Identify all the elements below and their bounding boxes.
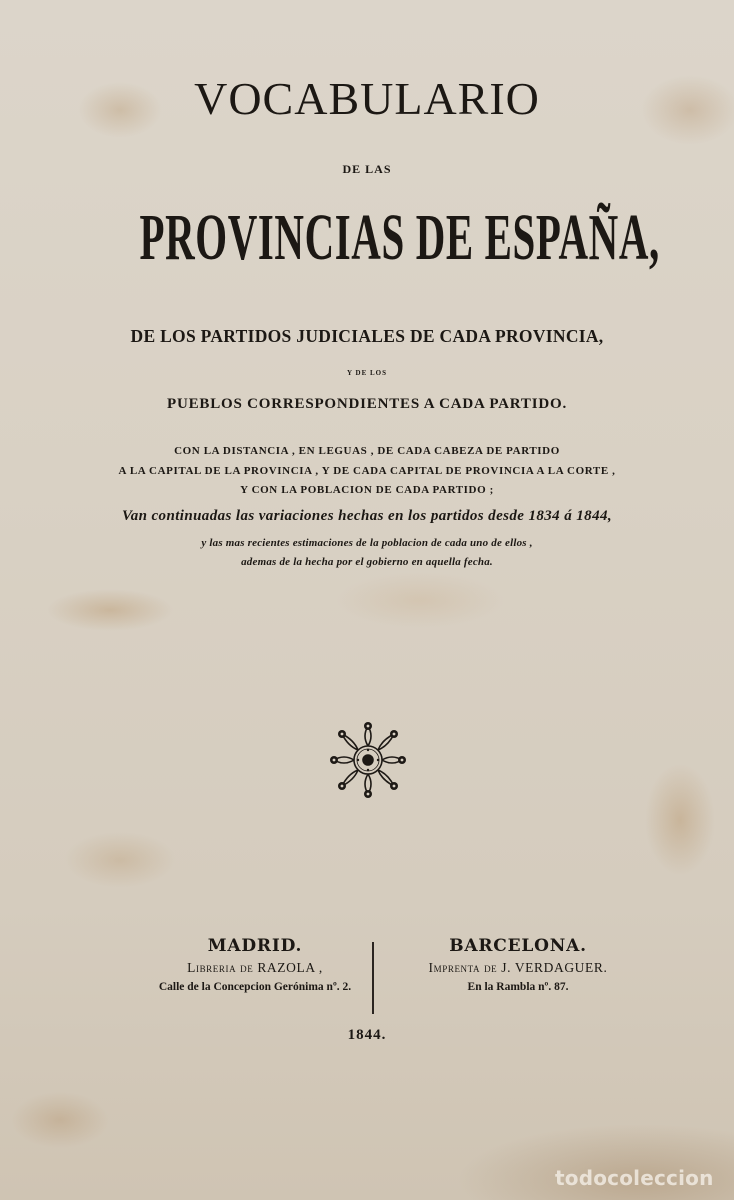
description-line: CON LA DISTANCIA , EN LEGUAS , DE CADA CABEZA DE PARTIDO xyxy=(174,445,560,457)
connector-de-las: DE LAS xyxy=(342,162,392,176)
imprint-city: BARCELONA. xyxy=(449,936,587,956)
imprint-madrid xyxy=(125,935,385,996)
italic-note-line: Van continuadas las variaciones hechas en los partidos desde 1834 á 1844, xyxy=(121,508,613,524)
description-line: A LA CAPITAL DE LA PROVINCIA , Y DE CADA CAPITAL DE PROVINCIA A LA CORTE , xyxy=(118,465,616,477)
floral-rosette-ornament-icon xyxy=(326,718,410,802)
italic-note-line: ademas de la hecha por el gobierno en aquella fecha. xyxy=(241,556,493,568)
connector-y-de-los: Y DE LOS xyxy=(346,369,388,377)
imprint-divider xyxy=(372,942,374,1014)
description-line: Y CON LA POBLACION DE CADA PARTIDO ; xyxy=(240,484,494,496)
imprint-address: Calle de la Concepcion Gerónima nº. 2. xyxy=(158,981,352,993)
imprint-address: En la Rambla nº. 87. xyxy=(467,981,569,993)
book-title: VOCABULARIO xyxy=(194,73,540,124)
publication-year: 1844. xyxy=(347,1027,387,1043)
italic-note-line: y las mas recientes estimaciones de la poblacion de cada uno de ellos , xyxy=(201,537,533,549)
subtitle-pueblos: PUEBLOS CORRESPONDIENTES A CADA PARTIDO. xyxy=(166,396,567,412)
main-heading: PROVINCIAS DE ESPAÑA, xyxy=(139,201,660,274)
imprint-barcelona xyxy=(388,935,648,996)
imprint-publisher: Imprenta de J. VERDAGUER. xyxy=(428,960,608,975)
imprint-publisher: Libreria de RAZOLA , xyxy=(187,960,323,975)
watermark: todocoleccion xyxy=(555,1166,714,1190)
subtitle-partidos: DE LOS PARTIDOS JUDICIALES DE CADA PROVINCIA, xyxy=(130,326,604,346)
imprint-city: MADRID. xyxy=(207,936,303,956)
